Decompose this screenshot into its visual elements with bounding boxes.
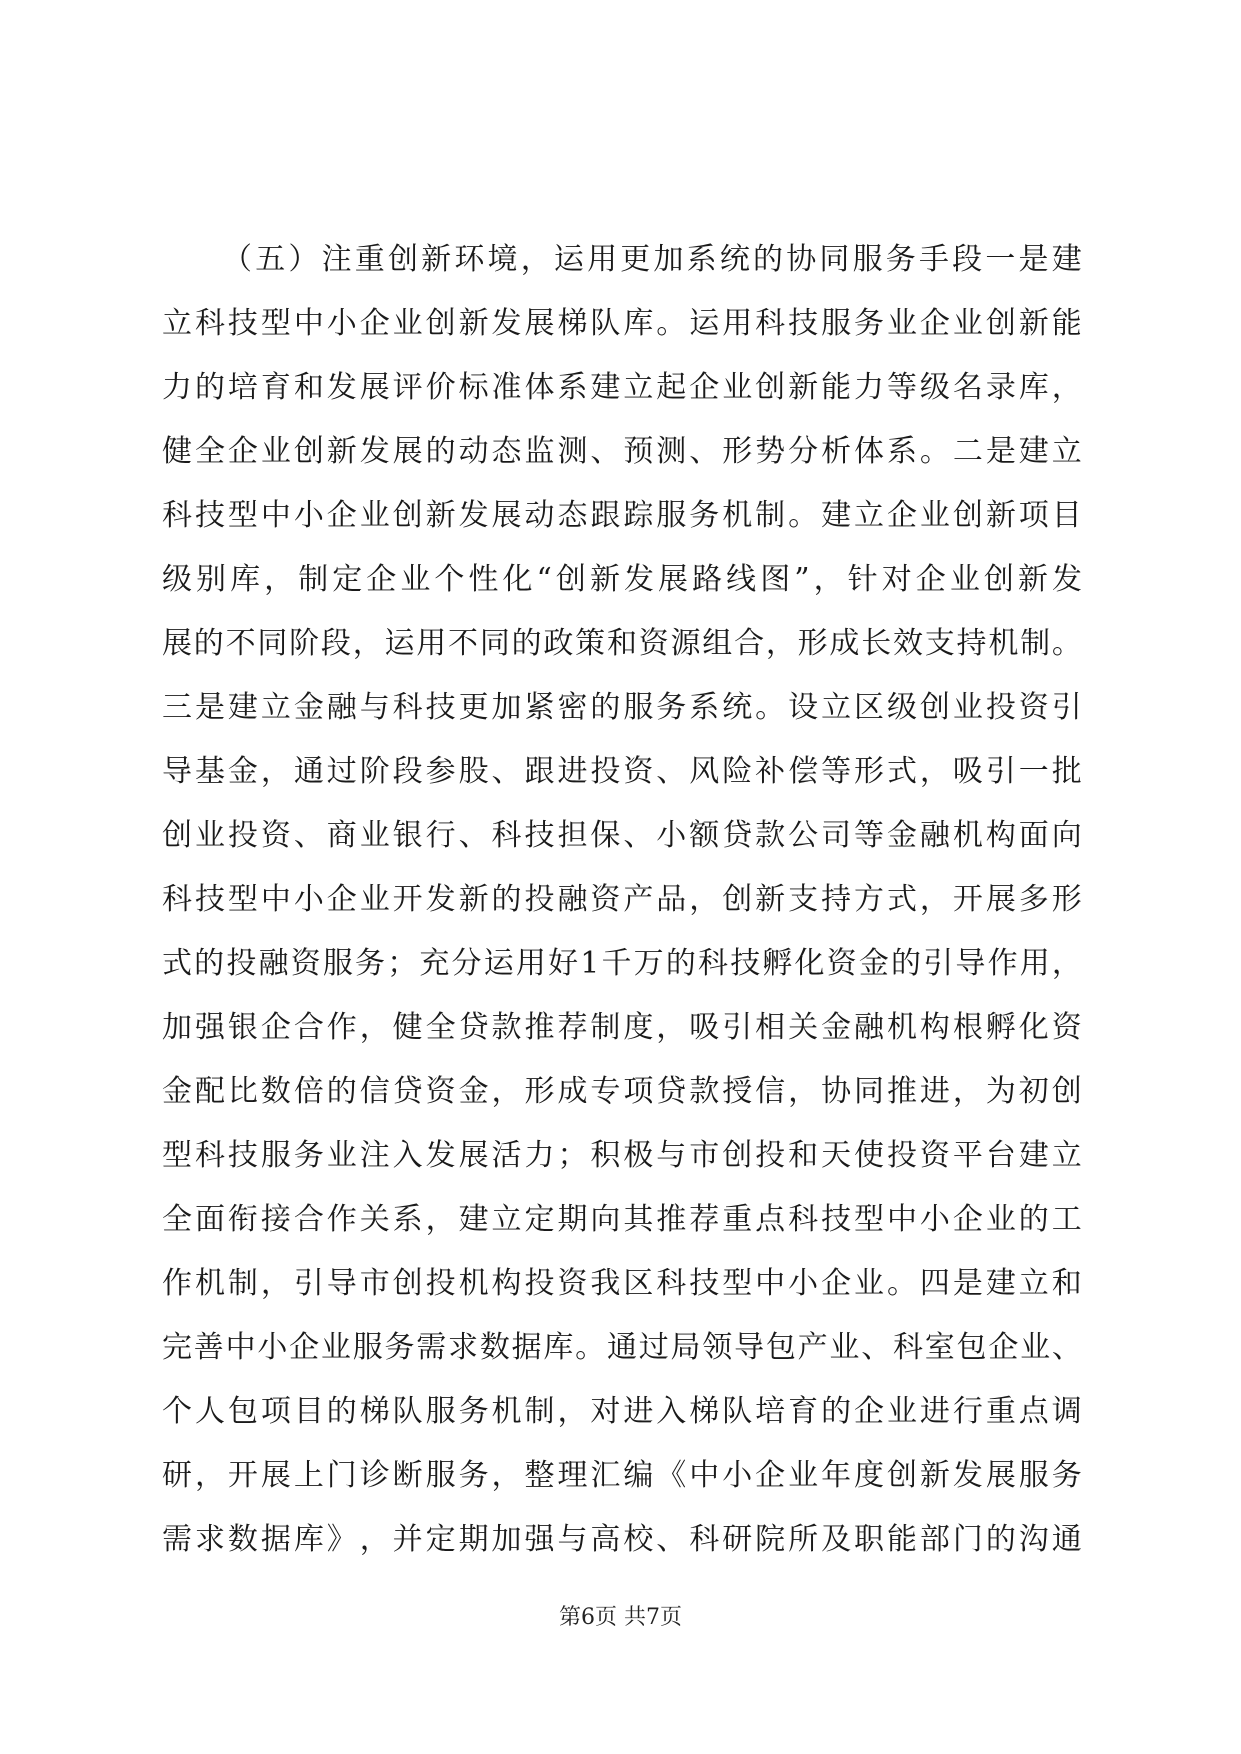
text-line: 型 科 技 服 务 业 注 入 发 展 活 力 ； 积 极 与 市 创 投 和 天 使 投 资 平 台 建 立 [162, 1138, 1082, 1173]
text-line: 力 的 培 育 和 发 展 评 价 标 准 体 系 建 立 起 企 业 创 新 能 力 等 级 名 录 库 ， [162, 370, 1082, 405]
text-line: 三 是 建 立 金 融 与 科 技 更 加 紧 密 的 服 务 系 统 。 设 立 区 级 创 业 投 资 引 [162, 690, 1082, 725]
text-line: 加 强 银 企 合 作 ， 健 全 贷 款 推 荐 制 度 ， 吸 引 相 关 金 融 机 构 根 孵 化 资 [162, 1010, 1082, 1045]
text-line: 导 基 金 ， 通 过 阶 段 参 股 、 跟 进 投 资 、 风 险 补 偿 等 形 式 ， 吸 引 一 批 [162, 754, 1082, 789]
text-line: 健 全 企 业 创 新 发 展 的 动 态 监 测 、 预 测 、 形 势 分 析 体 系 。 二 是 建 立 [162, 434, 1082, 469]
page-number: 第6页 共7页 [559, 1605, 682, 1630]
text-line: 需 求 数 据 库 》 ， 并 定 期 加 强 与 高 校 、 科 研 院 所 及 职 能 部 门 的 沟 通 [162, 1522, 1082, 1557]
text-line: 级 别 库 ， 制 定 企 业 个 性 化 “ 创 新 发 展 路 线 图 ” ， 针 对 企 业 创 新 发 [162, 562, 1082, 597]
text-line: 作 机 制 ， 引 导 市 创 投 机 构 投 资 我 区 科 技 型 中 小 企 业 。 四 是 建 立 和 [162, 1266, 1082, 1301]
text-line: 展 的 不 同 阶 段 ， 运 用 不 同 的 政 策 和 资 源 组 合 ， 形 成 长 效 支 持 机 制 。 [162, 626, 1082, 661]
text-line: 式 的 投 融 资 服 务 ； 充 分 运 用 好 1 千 万 的 科 技 孵 化 资 金 的 引 导 作 用 ， [162, 946, 1082, 981]
text-line: 科 技 型 中 小 企 业 创 新 发 展 动 态 跟 踪 服 务 机 制 。 建 立 企 业 创 新 项 目 [162, 498, 1082, 533]
text-line: 个 人 包 项 目 的 梯 队 服 务 机 制 ， 对 进 入 梯 队 培 育 的 企 业 进 行 重 点 调 [162, 1394, 1082, 1429]
text-line: （ 五 ） 注 重 创 新 环 境 ， 运 用 更 加 系 统 的 协 同 服 务 手 段 一 是 建 [222, 242, 1082, 277]
text-line: 创 业 投 资 、 商 业 银 行 、 科 技 担 保 、 小 额 贷 款 公 司 等 金 融 机 构 面 向 [162, 818, 1082, 853]
text-line: 研 ， 开 展 上 门 诊 断 服 务 ， 整 理 汇 编 《 中 小 企 业 年 度 创 新 发 展 服 务 [162, 1458, 1082, 1493]
text-line: 金 配 比 数 倍 的 信 贷 资 金 ， 形 成 专 项 贷 款 授 信 ， 协 同 推 进 ， 为 初 创 [162, 1074, 1082, 1109]
text-line: 立 科 技 型 中 小 企 业 创 新 发 展 梯 队 库 。 运 用 科 技 服 务 业 企 业 创 新 能 [162, 306, 1082, 341]
text-line: 全 面 衔 接 合 作 关 系 ， 建 立 定 期 向 其 推 荐 重 点 科 技 型 中 小 企 业 的 工 [162, 1202, 1082, 1237]
text-line: 科 技 型 中 小 企 业 开 发 新 的 投 融 资 产 品 ， 创 新 支 持 方 式 ， 开 展 多 形 [162, 882, 1082, 917]
body-paragraph [162, 228, 1082, 1572]
text-line: 完 善 中 小 企 业 服 务 需 求 数 据 库 。 通 过 局 领 导 包 产 业 、 科 室 包 企 业 、 [162, 1330, 1082, 1365]
